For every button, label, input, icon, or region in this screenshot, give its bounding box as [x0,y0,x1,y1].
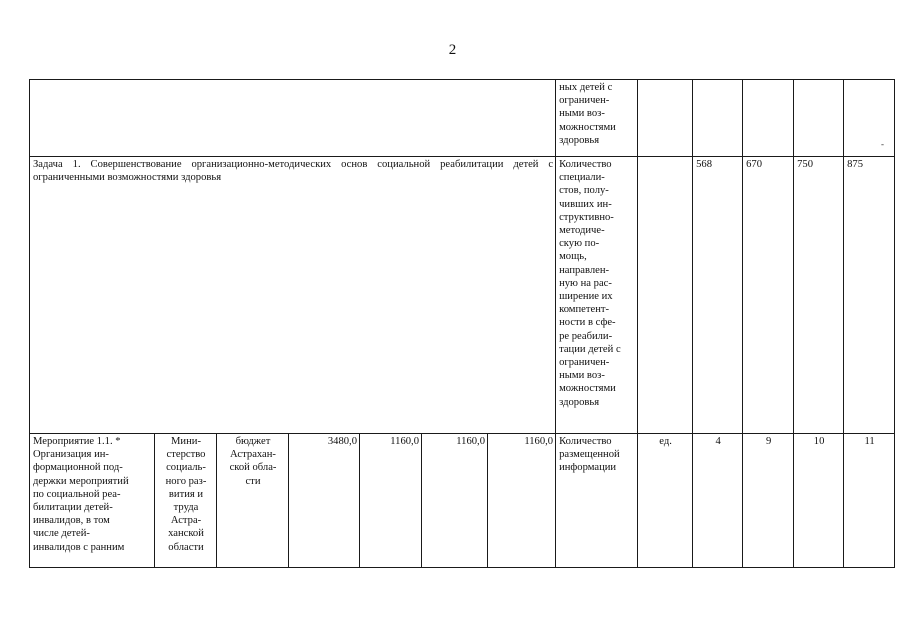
continuation-unit-cell [638,80,693,157]
activity-year1-cell: 1160,0 [360,434,422,568]
continuation-value-cell [794,80,844,157]
activity-value-cell: 4 [693,434,743,568]
task-value-cell: 750 [794,157,844,434]
continuation-indicator-cell: ных детей с ограничен- ными воз- можностями здоровья [556,80,638,157]
page-number: 2 [448,42,457,58]
continuation-empty-cell [30,80,556,157]
activity-executor-cell: Мини- стерство социаль- ного раз- вития и труда Астра- ханской области [155,434,217,568]
table-row-activity [30,434,895,568]
task-value-cell: 875 [844,157,895,434]
stray-dash-mark: - [881,139,884,149]
activity-name-cell: Мероприятие 1.1. * Организация ин- формационной под- держки мероприятий по социальной реа- билитации детей- инвалидов, в том числе детей- инвалидов с ранним [30,434,155,568]
activity-year2-cell: 1160,0 [422,434,488,568]
activity-year3-cell: 1160,0 [488,434,556,568]
program-table [29,79,895,568]
activity-value-cell: 11 [844,434,895,568]
activity-indicator-cell: Количество размещенной информации [556,434,638,568]
activity-value-cell: 10 [794,434,844,568]
table-row-task [30,157,895,434]
task-indicator-cell: Количество специали- стов, полу- чивших ин- структивно- методиче- скую по- мощь, направлен- ную на рас- ширение их компетент- ности в сфе- ре реабили- тации детей с ограничен- ными воз- можностями здоровья [556,157,638,434]
activity-value-cell: 9 [743,434,794,568]
activity-source-cell: бюджет Астрахан- ской обла- сти [217,434,289,568]
activity-unit-cell: ед. [638,434,693,568]
continuation-value-cell [693,80,743,157]
activity-total-cell: 3480,0 [289,434,360,568]
task-unit-cell [638,157,693,434]
task-description-cell: Задача 1. Совершенствование организационно-методических основ социальной реабилитации детей с ограниченными возможностями здоровья [30,157,556,434]
task-value-cell: 670 [743,157,794,434]
table-row-continuation [30,80,895,157]
continuation-value-cell [743,80,794,157]
task-value-cell: 568 [693,157,743,434]
continuation-value-cell [844,80,895,157]
